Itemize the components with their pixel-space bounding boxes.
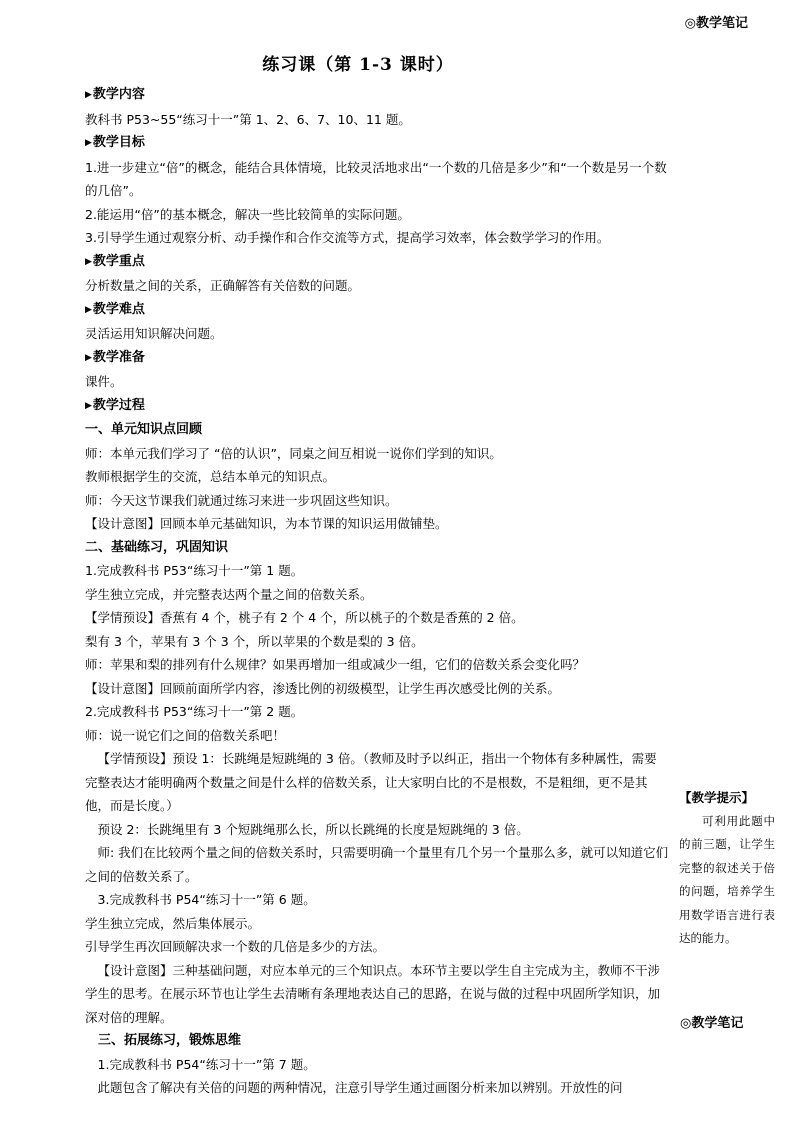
paragraph: 【设计意图】回顾前面所学内容，渗透比例的初级模型，让学生再次感受比例的关系。: [85, 680, 561, 696]
paragraph: 师：苹果和梨的排列有什么规律？如果再增加一组或减少一组，它们的倍数关系会变化吗？: [85, 657, 586, 672]
paragraph: 1.完成教科书 P54“练习十一”第 7 题。: [97, 1056, 316, 1072]
teaching-notes-label-side: ◎教学笔记: [680, 1016, 744, 1031]
paragraph: 师：说一说它们之间的倍数关系吧！: [85, 727, 286, 743]
part-two-title: 二、基础练习，巩固知识: [85, 539, 229, 555]
triangle-bullet-icon: ▶: [85, 352, 92, 363]
paragraph: 学生独立完成，然后集体展示。: [85, 915, 261, 931]
paragraph: 学生独立完成，并完整表达两个量之间的倍数关系。: [85, 586, 373, 602]
paragraph: 2.完成教科书 P53“练习十一”第 2 题。: [85, 704, 304, 719]
paragraph: 教师根据学生的交流，总结本单元的知识点。: [85, 469, 336, 484]
difficulty-heading: ▶教学难点: [85, 301, 145, 317]
paragraph: 师：今天这节课我们就通过练习来进一步巩固这些知识。: [85, 492, 398, 508]
content-text: 教科书 P53~55“练习十一”第 1、2、6、7、10、11 题。: [85, 111, 411, 127]
goals-heading: ▶教学目标: [85, 135, 145, 150]
teaching-notes-label: ◎教学笔记: [684, 16, 748, 31]
paragraph: 【学情预设】香蕉有 4 个，桃子有 2 个 4 个，所以桃子的个数是香蕉的 2 倍。: [85, 610, 524, 625]
teaching-tip-sidebar: [679, 786, 775, 951]
part-three-title: 三、拓展练习，锻炼思维: [98, 1033, 242, 1048]
paragraph: 引导学生再次回顾解决求一个数的几倍是多少的方法。: [85, 939, 386, 954]
key-text: 分析数量之间的关系，正确解答有关倍数的问题。: [85, 278, 361, 293]
triangle-bullet-icon: ▶: [85, 304, 92, 315]
triangle-bullet-icon: ▶: [85, 400, 92, 411]
paragraph: 1.完成教科书 P53“练习十一”第 1 题。: [85, 563, 304, 578]
paragraph: 梨有 3 个，苹果有 3 个 3 个，所以苹果的个数是梨的 3 倍。: [85, 633, 424, 649]
paragraph: 【设计意图】回顾本单元基础知识，为本节课的知识运用做铺垫。: [85, 516, 448, 531]
paragraph: 此题包含了解决有关倍的问题的两种情况，注意引导学生通过画图分析来加以辨别。开放性的问: [97, 1080, 623, 1095]
paragraph: 师：本单元我们学习了 “倍的认识”，同桌之间互相说一说你们学到的知识。: [85, 445, 502, 461]
part-one-title: 一、单元知识点回顾: [85, 422, 203, 437]
triangle-bullet-icon: ▶: [85, 256, 92, 267]
goal-item: 1.进一步建立“倍”的概念，能结合具体情境，比较灵活地求出“一个数的几倍是多少”和“一个数是另一个数的几倍”。: [85, 159, 667, 198]
page-title: 练习课（第 1-3 课时）: [262, 55, 454, 75]
process-heading: ▶教学过程: [85, 397, 145, 413]
difficulty-text: 灵活运用知识解决问题。: [85, 326, 223, 341]
triangle-bullet-icon: ▶: [85, 138, 92, 148]
prep-text: 课件。: [85, 374, 123, 389]
teaching-tip-title: 【教学提示】: [679, 790, 755, 805]
goal-item: 3.引导学生通过观察分析、动手操作和合作交流等方式，提高学习效率，体会数学学习的作用。: [85, 230, 610, 245]
paragraph: 师: 我们在比较两个量之间的倍数关系时，只需要明确一个量里有几个另一个量那么多，就可以知道它们之间的倍数关系了。: [85, 845, 669, 884]
paragraph: 3.完成教科书 P54“练习十一”第 6 题。: [97, 892, 316, 907]
paragraph: 预设 2：长跳绳里有 3 个短跳绳那么长，所以长跳绳的长度是短跳绳的 3 倍。: [97, 821, 529, 837]
lesson-body: [85, 83, 669, 1100]
paragraph: 【设计意图】三种基础问题，对应本单元的三个知识点。本环节主要以学生自主完成为主，教师不干涉学生的思考。在展示环节也让学生去清晰有条理地表达自己的思路，在说与做的过程中巩固所学知识，加深对倍的理解。: [85, 962, 661, 1025]
teaching-tip-text: 可利用此题中的前三题，让学生完整的叙述关于倍的问题，培养学生用数学语言进行表达的能力。: [679, 813, 775, 945]
key-heading: ▶教学重点: [85, 253, 145, 269]
triangle-bullet-icon: ▶: [85, 90, 92, 100]
content-heading: ▶教学内容: [85, 87, 145, 102]
paragraph: 【学情预设】预设 1：长跳绳是短跳绳的 3 倍。（教师及时予以纠正，指出一个物体有多种属性，需要完整表达才能明确两个数量之间是什么样的倍数关系，让大家明白比的不是根数，不是粗细，更不是其他，而是长度。）: [85, 751, 657, 813]
prep-heading: ▶教学准备: [85, 349, 145, 365]
goal-item: 2.能运用“倍”的基本概念，解决一些比较简单的实际问题。: [85, 206, 410, 222]
